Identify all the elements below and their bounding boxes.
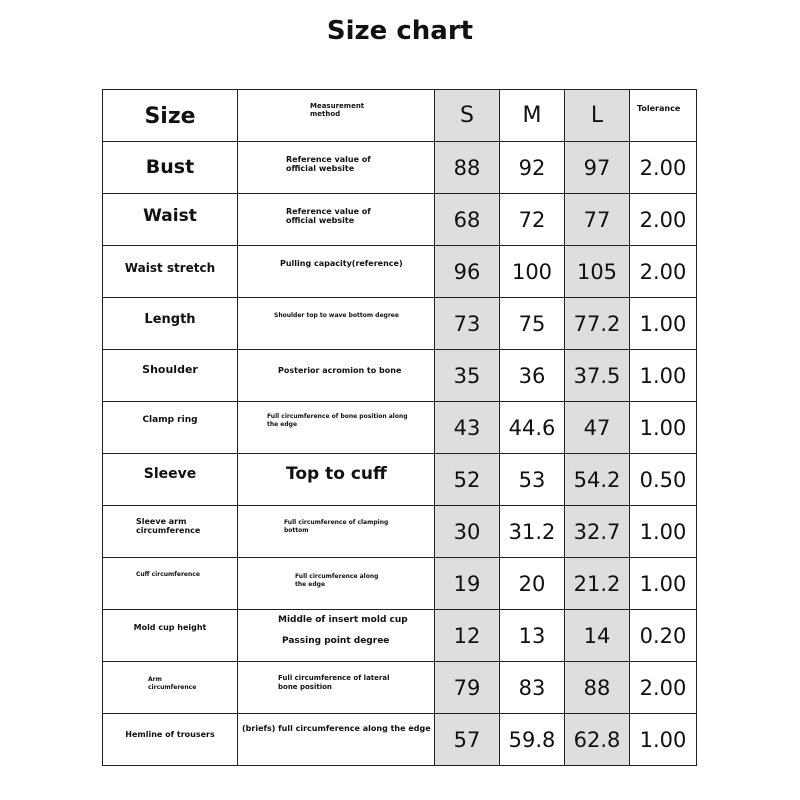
row-value-s: 19	[435, 558, 500, 610]
row-size-label: Shoulder	[142, 363, 198, 376]
row-method-label: (briefs) full circumference along the edge	[242, 724, 431, 733]
row-method-cell	[238, 246, 435, 298]
row-value-l: 47	[565, 402, 630, 454]
row-size-label: Length	[144, 312, 196, 327]
row-method-label: Top to cuff	[286, 464, 387, 484]
row-tolerance: 1.00	[630, 506, 697, 558]
table-row	[103, 194, 697, 246]
table-row	[103, 558, 697, 610]
row-value-m: 72	[500, 194, 565, 246]
header-size-label: Size	[144, 104, 196, 129]
row-size-cell	[103, 402, 238, 454]
row-method-label: Full circumference of clamping bottom	[284, 519, 389, 534]
row-size-cell	[103, 142, 238, 194]
row-value-l: 88	[565, 662, 630, 714]
row-value-l: 77.2	[565, 298, 630, 350]
size-chart-table	[102, 89, 697, 766]
row-tolerance: 1.00	[630, 714, 697, 766]
row-tolerance: 2.00	[630, 246, 697, 298]
row-tolerance: 2.00	[630, 194, 697, 246]
row-tolerance: 1.00	[630, 350, 697, 402]
row-method-cell	[238, 194, 435, 246]
row-method-cell	[238, 142, 435, 194]
row-method-cell	[238, 714, 435, 766]
header-size-s: S	[435, 90, 500, 142]
row-method-label: Posterior acromion to bone	[278, 366, 402, 375]
row-size-label: Waist	[143, 206, 197, 226]
row-method-label: Reference value of official website	[286, 207, 371, 225]
row-method-label: Full circumference of lateral bone position	[278, 674, 390, 691]
row-value-s: 73	[435, 298, 500, 350]
row-value-s: 52	[435, 454, 500, 506]
table-row	[103, 246, 697, 298]
row-value-l: 97	[565, 142, 630, 194]
row-size-cell	[103, 610, 238, 662]
table-row	[103, 662, 697, 714]
row-tolerance: 1.00	[630, 298, 697, 350]
row-size-cell	[103, 246, 238, 298]
row-size-label: Bust	[145, 156, 195, 178]
row-value-m: 36	[500, 350, 565, 402]
table-header-row	[103, 90, 697, 142]
row-value-m: 75	[500, 298, 565, 350]
row-value-l: 54.2	[565, 454, 630, 506]
row-tolerance: 0.50	[630, 454, 697, 506]
row-method-cell	[238, 454, 435, 506]
page-title: Size chart	[326, 16, 474, 46]
row-size-label: Sleeve	[143, 466, 197, 482]
row-value-s: 35	[435, 350, 500, 402]
row-method-cell	[238, 558, 435, 610]
row-tolerance: 2.00	[630, 662, 697, 714]
row-method-label-2: Passing point degree	[282, 636, 390, 646]
header-size-l: L	[565, 90, 630, 142]
row-method-label: Middle of insert mold cup	[278, 615, 408, 625]
row-size-cell	[103, 350, 238, 402]
row-size-cell	[103, 558, 238, 610]
row-size-cell	[103, 714, 238, 766]
row-value-l: 77	[565, 194, 630, 246]
row-method-cell	[238, 298, 435, 350]
row-value-l: 37.5	[565, 350, 630, 402]
row-tolerance: 2.00	[630, 142, 697, 194]
row-value-s: 96	[435, 246, 500, 298]
header-method-cell	[238, 90, 435, 142]
row-value-m: 44.6	[500, 402, 565, 454]
row-value-s: 30	[435, 506, 500, 558]
row-method-label: Full circumference of bone position along the edge	[267, 413, 408, 428]
row-value-l: 62.8	[565, 714, 630, 766]
table-row	[103, 714, 697, 766]
row-size-label: Clamp ring	[142, 415, 198, 425]
row-value-m: 59.8	[500, 714, 565, 766]
row-value-s: 68	[435, 194, 500, 246]
table-row	[103, 454, 697, 506]
row-size-label: Arm circumference	[148, 676, 197, 691]
row-value-l: 105	[565, 246, 630, 298]
row-value-l: 14	[565, 610, 630, 662]
row-value-s: 43	[435, 402, 500, 454]
header-size-cell	[103, 90, 238, 142]
row-size-label: Waist stretch	[124, 261, 216, 275]
row-value-s: 12	[435, 610, 500, 662]
header-tolerance-cell	[630, 90, 697, 142]
row-value-m: 83	[500, 662, 565, 714]
row-value-s: 88	[435, 142, 500, 194]
row-tolerance: 0.20	[630, 610, 697, 662]
header-tolerance-label: Tolerance	[637, 104, 681, 113]
row-value-l: 21.2	[565, 558, 630, 610]
row-size-label: Hemline of trousers	[125, 730, 215, 739]
row-value-m: 31.2	[500, 506, 565, 558]
row-method-label: Reference value of official website	[286, 155, 371, 173]
table-row	[103, 142, 697, 194]
row-size-label: Cuff circumference	[136, 571, 200, 578]
row-method-cell	[238, 662, 435, 714]
header-method-label: Measurement method	[310, 102, 365, 118]
header-size-m: M	[500, 90, 565, 142]
row-size-label: Mold cup height	[133, 623, 207, 632]
row-size-label: Sleeve arm circumference	[136, 517, 201, 535]
row-method-cell	[238, 350, 435, 402]
row-value-m: 13	[500, 610, 565, 662]
row-value-m: 20	[500, 558, 565, 610]
row-method-cell	[238, 610, 435, 662]
row-value-m: 53	[500, 454, 565, 506]
row-method-label: Shoulder top to wave bottom degree	[274, 312, 399, 319]
table-row	[103, 610, 697, 662]
row-method-label: Full circumference along the edge	[295, 573, 379, 588]
table-row	[103, 298, 697, 350]
table-row	[103, 506, 697, 558]
row-size-cell	[103, 194, 238, 246]
row-value-m: 100	[500, 246, 565, 298]
row-size-cell	[103, 298, 238, 350]
row-tolerance: 1.00	[630, 402, 697, 454]
row-size-cell	[103, 662, 238, 714]
row-size-cell	[103, 506, 238, 558]
row-method-label: Pulling capacity(reference)	[280, 259, 403, 268]
row-size-cell	[103, 454, 238, 506]
row-value-l: 32.7	[565, 506, 630, 558]
row-value-s: 79	[435, 662, 500, 714]
row-value-m: 92	[500, 142, 565, 194]
row-method-cell	[238, 402, 435, 454]
table-row	[103, 350, 697, 402]
table-row	[103, 402, 697, 454]
row-tolerance: 1.00	[630, 558, 697, 610]
row-value-s: 57	[435, 714, 500, 766]
row-method-cell	[238, 506, 435, 558]
